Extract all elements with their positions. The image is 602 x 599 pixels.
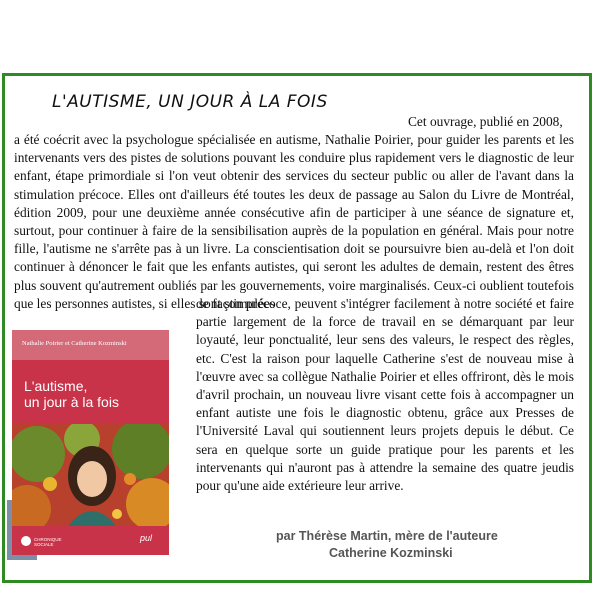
paragraph-main: a été coécrit avec la psychologue spécialisée en autisme, Nathalie Poirier, pour guider les parents et les intervenants vers des pistes de solutions pouvant les conduire plus rapidement vers le diagnostic de leur enfant, étape primordiale si l'on veut obtenir des services du secteur public ou aller de l'avant dans la stimulation précoce. Elles ont d'ailleurs été toutes les deux de passage au Salon du Livre de Montréal, édition 2009, pour une deuxième année consécutive afin de participer à une séance de signature et, surtout, pour continuer à faire de la sensibilisation auprès de la population en général. Mais pour notre fille, l'autisme ne s'arrête pas à un livre. La conscientisation doit se poursuivre bien au-delà et l'on doit continuer à dénoncer le fait que les enfants autistes, qui seront les adultes de demain, restent des êtres plus souvent qu'autrement oubliés par les gouvernements, voire marginalisés. Ceux-ci oublient toutefois que les personnes autistes, si elles sont stimulées — [14, 132, 574, 311]
cover-illustration — [12, 424, 169, 526]
publisher-logo-icon — [21, 536, 31, 546]
cover-title-line2: un jour à la fois — [24, 394, 119, 410]
cover-title-line1: L'autisme, — [24, 378, 88, 394]
article-title: L'AUTISME, UN JOUR À LA FOIS — [52, 92, 328, 112]
signature-line-2: Catherine Kozminski — [329, 546, 453, 560]
cover-publisher: CHRONIQUE SOCIALE — [34, 537, 62, 547]
cover-imprint: pul — [140, 533, 153, 543]
paragraph-opening: Cet ouvrage, publié en 2008, — [408, 114, 563, 129]
cover-authors: Nathalie Poirier et Catherine Kozminski — [22, 340, 127, 347]
signature-line-1: par Thérèse Martin, mère de l'auteure — [276, 529, 498, 543]
book-cover-image — [12, 330, 169, 555]
paragraph-beside-cover: de façon précoce, peuvent s'intégrer facilement à notre société et faire partie largement de la force de travail en se démarquant par leur loyauté, leur ponctualité, leur sens des valeurs, le respect des règles, etc. C'est la raison pour laquelle Catherine s'est de nouveau mise à l'œuvre avec sa collègue Nathalie Poirier et elles offriront, dès le mois d'avril prochain, un nouveau livre visant cette fois à accompagner un enfant autiste une fois le diagnostic obtenu, grâce aux Presses de l'Université Laval qui soutiennent leurs projets depuis le début. Ce sera en quelque sorte un guide pratique pour les parents et les intervenants qui n'auront pas à attendre la semaine des quatre jeudis pour qu'une aide extérieure leur arrive. — [196, 296, 574, 494]
cover-title — [24, 378, 119, 410]
